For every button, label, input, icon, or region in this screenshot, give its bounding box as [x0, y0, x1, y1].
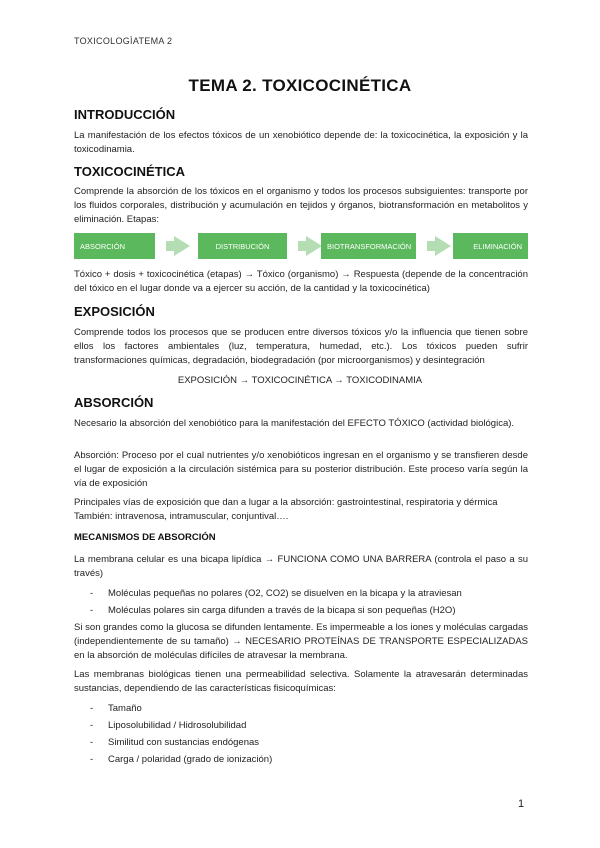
section-heading-introduccion: INTRODUCCIÓN	[74, 107, 176, 122]
absorcion-paragraph-2: Absorción: Proceso por el cual nutrientes y/o xenobióticos ingresan en el organismo y se transfieren desde el lugar de exposición a la circulación sistémica para su posterior distribución. Este proceso varía según la vía de exposición	[74, 450, 528, 489]
running-header: TOXICOLOGÌATEMA 2	[74, 36, 173, 46]
section-heading-exposicion: EXPOSICIÓN	[74, 304, 155, 319]
section-heading-toxicocinetica: TOXICOCINÉTICA	[74, 164, 185, 179]
absorcion-paragraph-3a: Principales vías de exposición que dan a lugar a la absorción: gastrointestinal, respiratoria y dérmica	[74, 497, 498, 508]
stages-flow-diagram	[74, 233, 528, 259]
permeabilidad-paragraph: Las membranas biológicas tienen una permeabilidad selectiva. Solamente la atravesarán determinadas sustancias, dependiendo de las características fisicoquímicas:	[74, 669, 528, 694]
flow-arrow-icon	[435, 236, 451, 256]
stage-biotransformacion: BIOTRANSFORMACIÓN	[321, 233, 416, 259]
absorcion-paragraph-3b: También: intravenosa, intramuscular, conjuntival….	[74, 511, 289, 522]
list-item: - Moléculas pequeñas no polares (O2, CO2) se disuelven en la bicapa y la atraviesan	[90, 585, 462, 602]
glucosa-paragraph: Si son grandes como la glucosa se difunden lentamente. Es impermeable a los iones y moléculas cargadas (independientemente de su tamaño) → NECESARIO PROTEÍNAS DE TRANSPORTE ESPECIALIZADAS en la absorción de moléculas difíciles de atravesar la membrana.	[74, 622, 528, 661]
intro-paragraph: La manifestación de los efectos tóxicos de un xenobiótico depende de: la toxicocinética, la exposición y la toxicodinamia.	[74, 130, 528, 155]
list-item: - Carga / polaridad (grado de ionización)	[90, 751, 272, 768]
section-heading-absorcion: ABSORCIÓN	[74, 395, 154, 410]
subheading-mecanismos: MECANISMOS DE ABSORCIÓN	[74, 532, 216, 543]
exposicion-chain: EXPOSICIÓN → TOXICOCINÉTICA → TOXICODINAMIA	[177, 375, 423, 386]
page-title: TEMA 2. TOXICOCINÉTICA	[188, 76, 412, 95]
stage-eliminacion: ELIMINACIÓN	[453, 233, 528, 259]
toxicocinetica-equation: Tóxico + dosis + toxicocinética (etapas) → Tóxico (organismo) → Respuesta (depende de la concentración del tóxico en el lugar donde va a ejercer su acción, de la cantidad y la toxicocinética)	[74, 269, 528, 294]
stage-absorcion: ABSORCIÓN	[74, 233, 155, 259]
membrana-paragraph: La membrana celular es una bicapa lipídica → FUNCIONA COMO UNA BARRERA (controla el paso a su través)	[74, 554, 528, 579]
stage-distribucion: DISTRIBUCIÓN	[198, 233, 287, 259]
page-number: 1	[518, 798, 525, 810]
list-item: - Moléculas polares sin carga difunden a través de la bicapa si son pequeñas (H2O)	[90, 602, 462, 619]
flow-arrow-icon	[306, 236, 322, 256]
absorcion-paragraph-1: Necesario la absorción del xenobiótico para la manifestación del EFECTO TÓXICO (actividad biológica).	[74, 418, 515, 429]
toxicocinetica-paragraph: Comprende la absorción de los tóxicos en el organismo y todos los procesos subsiguientes: transporte por los fluidos corporales, distribución y acumulación en tejidos y órganos, biotransformación en metabolitos y eliminación. Etapas:	[74, 186, 528, 225]
list-item: - Similitud con sustancias endógenas	[90, 734, 272, 751]
characteristics-list	[90, 700, 272, 768]
list-item: - Liposolubilidad / Hidrosolubilidad	[90, 717, 272, 734]
list-item: - Tamaño	[90, 700, 272, 717]
flow-arrow-icon	[174, 236, 190, 256]
exposicion-paragraph: Comprende todos los procesos que se producen entre diversos tóxicos y/o la influencia que tienen sobre ellos los factores ambientales (luz, temperatura, humedad, etc.). Los tóxicos pueden sufrir transformaciones químicas, degradación, biodegradación (por microorganismos) y desintegración	[74, 327, 528, 366]
molecule-list	[90, 585, 462, 619]
